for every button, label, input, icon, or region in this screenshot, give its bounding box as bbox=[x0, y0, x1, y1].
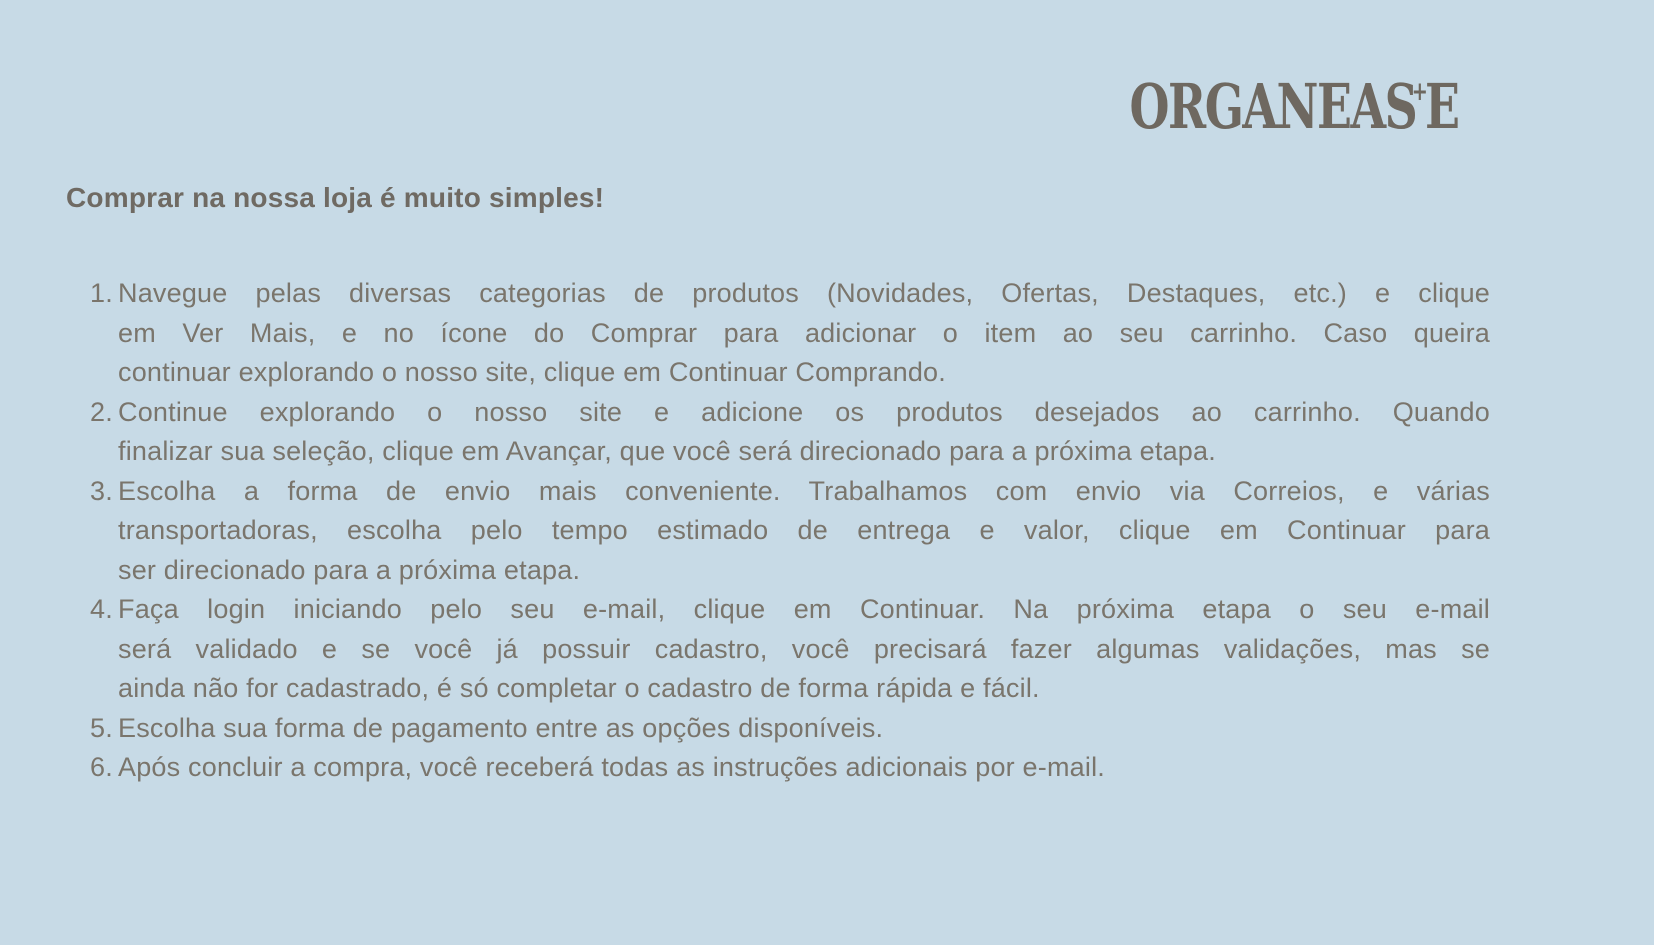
step-line: em Ver Mais, e no ícone do Comprar para adicionar o item ao seu carrinho. Caso queira bbox=[118, 317, 1490, 348]
step-item-2 bbox=[66, 393, 1490, 472]
step-line: Navegue pelas diversas categorias de produtos (Novidades, Ofertas, Destaques, etc.) e clique bbox=[118, 278, 1490, 308]
step-line: Escolha a forma de envio mais conveniente. Trabalhamos com envio via Correios, e várias bbox=[118, 475, 1490, 506]
logo-text-left: ORGANEAS bbox=[1129, 70, 1416, 143]
step-line: finalizar sua seleção, clique em Avançar, que você será direcionado para a próxima etapa. bbox=[118, 436, 1216, 466]
brand-logo bbox=[1129, 70, 1458, 151]
step-line: transportadoras, escolha pelo tempo estimado de entrega e valor, clique em Continuar para bbox=[118, 515, 1490, 545]
step-line: Após concluir a compra, você receberá todas as instruções adicionais por e-mail. bbox=[118, 752, 1105, 782]
step-item-1 bbox=[66, 274, 1490, 393]
step-line: Escolha sua forma de pagamento entre as opções disponíveis. bbox=[118, 712, 884, 743]
step-number: 1. bbox=[90, 278, 113, 308]
step-line: Continue explorando o nosso site e adicione os produtos desejados ao carrinho. Quando bbox=[118, 396, 1490, 427]
step-item-6 bbox=[66, 748, 1490, 788]
steps-list bbox=[66, 274, 1490, 788]
step-number: 2. bbox=[90, 396, 113, 427]
step-line: será validado e se você já possuir cadastro, você precisará fazer algumas validações, mas se bbox=[118, 633, 1490, 664]
step-number: 4. bbox=[90, 594, 113, 624]
logo-plus-icon: + bbox=[1411, 77, 1428, 107]
step-item-4 bbox=[66, 590, 1490, 709]
step-line: Faça login iniciando pelo seu e-mail, clique em Continuar. Na próxima etapa o seu e-mail bbox=[118, 594, 1490, 624]
step-line: continuar explorando o nosso site, clique em Continuar Comprando. bbox=[118, 357, 946, 387]
step-number: 3. bbox=[90, 475, 113, 506]
step-number: 6. bbox=[90, 752, 113, 782]
step-item-5 bbox=[66, 709, 1490, 749]
step-item-3 bbox=[66, 472, 1490, 591]
step-number: 5. bbox=[90, 712, 113, 743]
step-line: ainda não for cadastrado, é só completar o cadastro de forma rápida e fácil. bbox=[118, 673, 1040, 703]
step-line: ser direcionado para a próxima etapa. bbox=[118, 554, 581, 585]
logo-text-right: E bbox=[1424, 70, 1458, 143]
page-title: Comprar na nossa loja é muito simples! bbox=[66, 182, 605, 213]
